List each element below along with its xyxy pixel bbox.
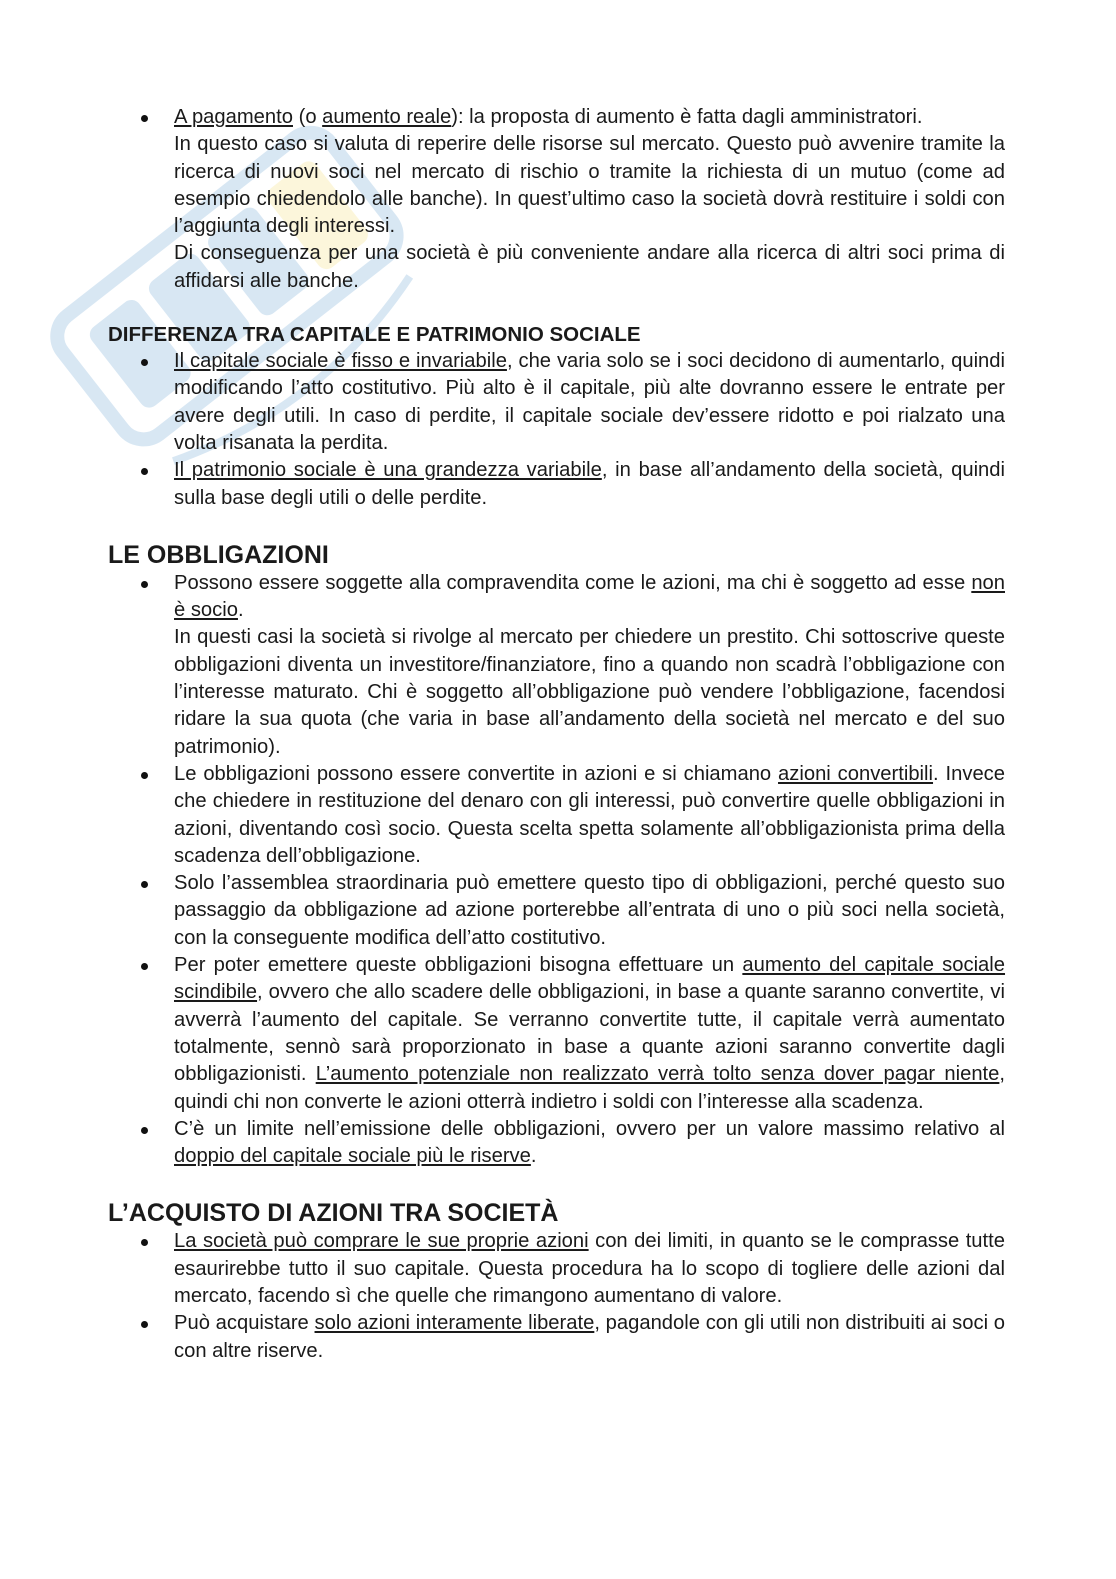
obbligazioni-list	[108, 570, 1005, 1171]
list-item: Possono essere soggette alla compravendita come le azioni, ma chi è soggetto ad esse non è socio. In questi casi la società si rivolge al mercato per chiedere un prestito. Chi sottoscrive queste obbligazioni diventa un investitore/finanziatore, fino a quando non scadrà l’obbligazione con l’interesse maturato. Chi è soggetto all’obbligazione può vendere l’obbligazione, facendosi ridare la sua quota (che varia in base all’andamento della società nel mercato e del suo patrimonio).	[108, 570, 1005, 761]
list-item: La società può comprare le sue proprie azioni con dei limiti, in quanto se le comprasse tutte esaurirebbe tutto il suo capitale. Questa procedura ha lo scopo di togliere delle azioni dal mercato, facendo sì che quelle che rimangono aumentano di valore.	[108, 1228, 1005, 1310]
list-item: Il capitale sociale è fisso e invariabile, che varia solo se i soci decidono di aumentarlo, quindi modificando l’atto costitutivo. Più alto è il capitale, più alte dovranno essere le entrate per avere degli utili. In caso di perdite, il capitale sociale dev’essere ridotto e poi rialzato una volta risanata la perdita.	[108, 348, 1005, 457]
heading-differenza: DIFFERENZA TRA CAPITALE E PATRIMONIO SOCIALE	[108, 323, 641, 347]
acquisto-list	[108, 1228, 1005, 1364]
list-item: A pagamento (o aumento reale): la proposta di aumento è fatta dagli amministratori. In questo caso si valuta di reperire delle risorse sul mercato. Questo può avvenire tramite la ricerca di nuovi soci nel mercato di rischio o tramite la richiesta di un mutuo (come ad esempio chiedendolo alle banche). In quest’ultimo caso la società dovrà restituire i soldi con l’aggiunta degli interessi. Di conseguenza per una società è più conveniente andare alla ricerca di altri soci prima di affidarsi alle banche.	[108, 104, 1005, 295]
list-item: Il patrimonio sociale è una grandezza variabile, in base all’andamento della società, quindi sulla base degli utili o delle perdite.	[108, 457, 1005, 512]
list-item: Le obbligazioni possono essere convertite in azioni e si chiamano azioni convertibili. Invece che chiedere in restituzione del denaro con gli interessi, può convertire quelle obbligazioni in azioni, diventando così socio. Questa scelta spetta solamente all’obbligazionista prima della scadenza dell’obbligazione.	[108, 761, 1005, 870]
list-item: Solo l’assemblea straordinaria può emettere questo tipo di obbligazioni, perché questo suo passaggio da obbligazione ad azione porterebbe all’entrata di uno o più soci nella società, con la conseguente modifica dell’atto costitutivo.	[108, 870, 1005, 952]
document-page	[108, 104, 1005, 1365]
list-item: Può acquistare solo azioni interamente liberate, pagandole con gli utili non distribuiti ai soci o con altre riserve.	[108, 1310, 1005, 1365]
differenza-list	[108, 348, 1005, 512]
intro-list	[108, 104, 1005, 295]
list-item: C’è un limite nell’emissione delle obbligazioni, ovvero per un valore massimo relativo al doppio del capitale sociale più le riserve.	[108, 1116, 1005, 1171]
list-item: Per poter emettere queste obbligazioni bisogna effettuare un aumento del capitale sociale scindibile, ovvero che allo scadere delle obbligazioni, in base a quante saranno convertite, vi avverrà l’aumento del capitale. Se verranno convertite tutte, il capitale verrà aumentato totalmente, sennò sarà proporzionato in base a quante azioni saranno convertite dagli obbligazionisti. L’aumento potenziale non realizzato verrà tolto senza dover pagar niente, quindi chi non converte le azioni otterrà indietro i soldi con l’interesse alla scadenza.	[108, 952, 1005, 1116]
heading-acquisto: L’ACQUISTO DI AZIONI TRA SOCIETÀ	[108, 1199, 559, 1228]
heading-obbligazioni: LE OBBLIGAZIONI	[108, 540, 329, 569]
